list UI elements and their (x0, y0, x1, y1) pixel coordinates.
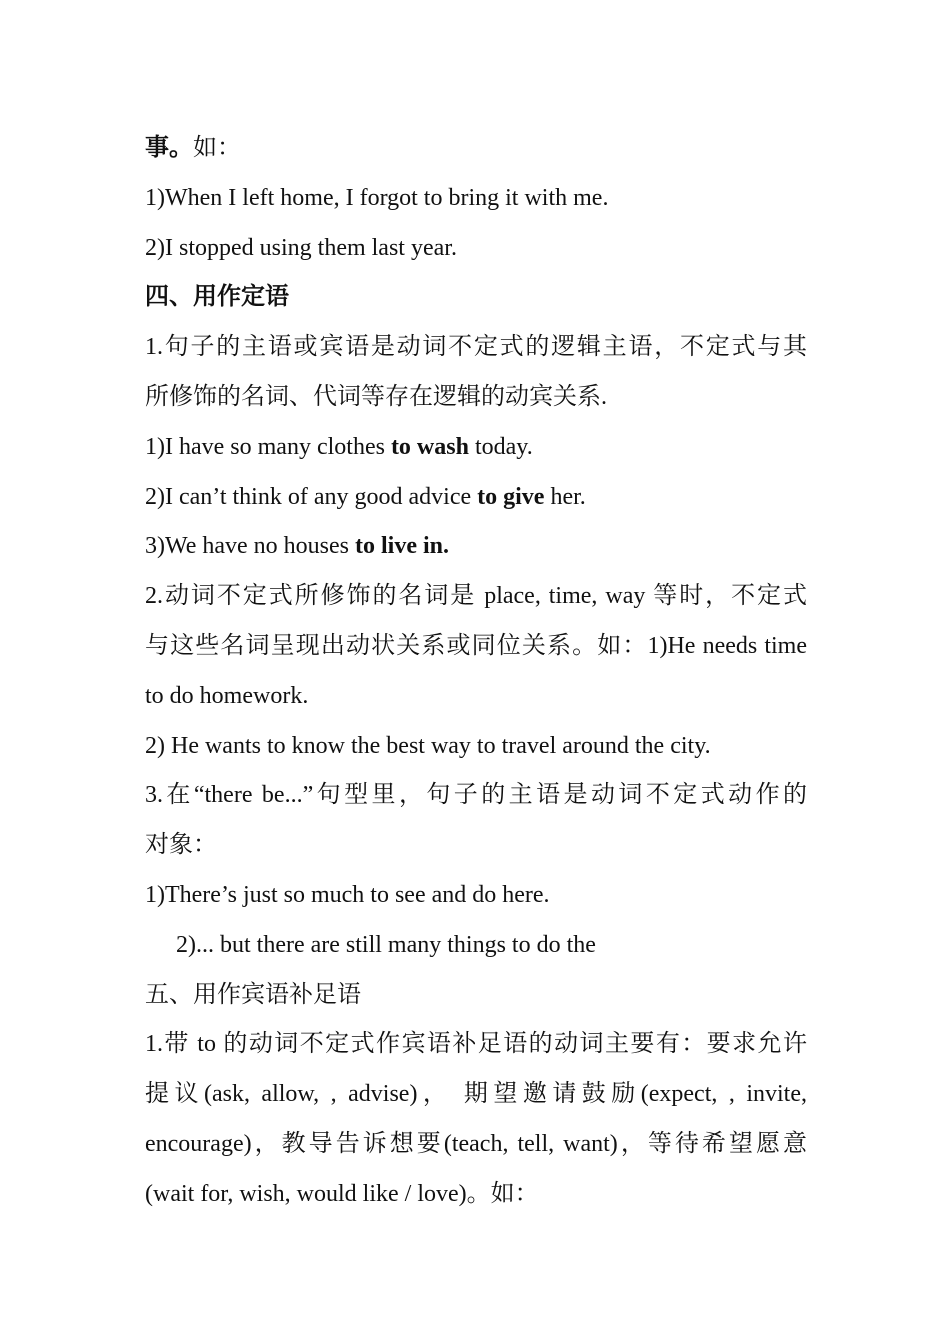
example-line (145, 522, 807, 572)
text-normal: 3)We have no houses (145, 533, 356, 560)
text-normal: today. (468, 433, 533, 460)
example-line: 2)I stopped using them last year. (145, 234, 457, 261)
paragraph-line: 提议(ask, allow, , advise)， 期望邀请鼓励(expect, , invite, (145, 1081, 807, 1108)
example-line: 2) He wants to know the best way to travel around the city. (145, 732, 711, 759)
text-bold: 事。 (145, 135, 193, 161)
paragraph-line: 与这些名词呈现出动状关系或同位关系。如：1)He needs time (145, 632, 807, 659)
paragraph-line: 2.动词不定式所修饰的名词是 place, time, way 等时，不定式 (145, 583, 807, 610)
example-line: 1)There’s just so much to see and do here. (145, 881, 550, 908)
paragraph-line: 所修饰的名词、代词等存在逻辑的动宾关系. (145, 383, 607, 410)
example-line: 1)When I left home, I forgot to bring it with me. (145, 184, 609, 211)
paragraph-line: (wait for, wish, would like / love)。如： (145, 1180, 539, 1207)
text-normal: 1)I have so many clothes (145, 433, 391, 460)
example-line: 2)... but there are still many things to do the (176, 931, 596, 958)
section-heading: 四、用作定语 (145, 284, 289, 311)
paragraph-line: 1.带 to 的动词不定式作宾语补足语的动词主要有：要求允许 (145, 1031, 807, 1058)
text-bold: to live in. (355, 533, 450, 560)
text-normal: her. (544, 483, 586, 510)
example-line (145, 473, 807, 523)
paragraph-line: to do homework. (145, 682, 309, 709)
text-bold: to give (477, 483, 545, 510)
text-bold: to wash (390, 433, 469, 460)
document-body (145, 124, 807, 1220)
text-normal: 如： (193, 135, 241, 161)
text-normal: 2)I can’t think of any good advice (145, 483, 478, 510)
paragraph-line: 3.在“there be...”句型里，句子的主语是动词不定式动作的 (145, 782, 807, 809)
paragraph-line: 1.句子的主语或宾语是动词不定式的逻辑主语，不定式与其 (145, 334, 807, 361)
paragraph-line: 对象： (145, 832, 217, 859)
text-line (145, 124, 807, 174)
example-line (145, 423, 807, 473)
section-heading: 五、用作宾语补足语 (145, 981, 361, 1008)
paragraph-line: encourage)，教导告诉想要(teach, tell, want)，等待希望愿意 (145, 1130, 807, 1157)
